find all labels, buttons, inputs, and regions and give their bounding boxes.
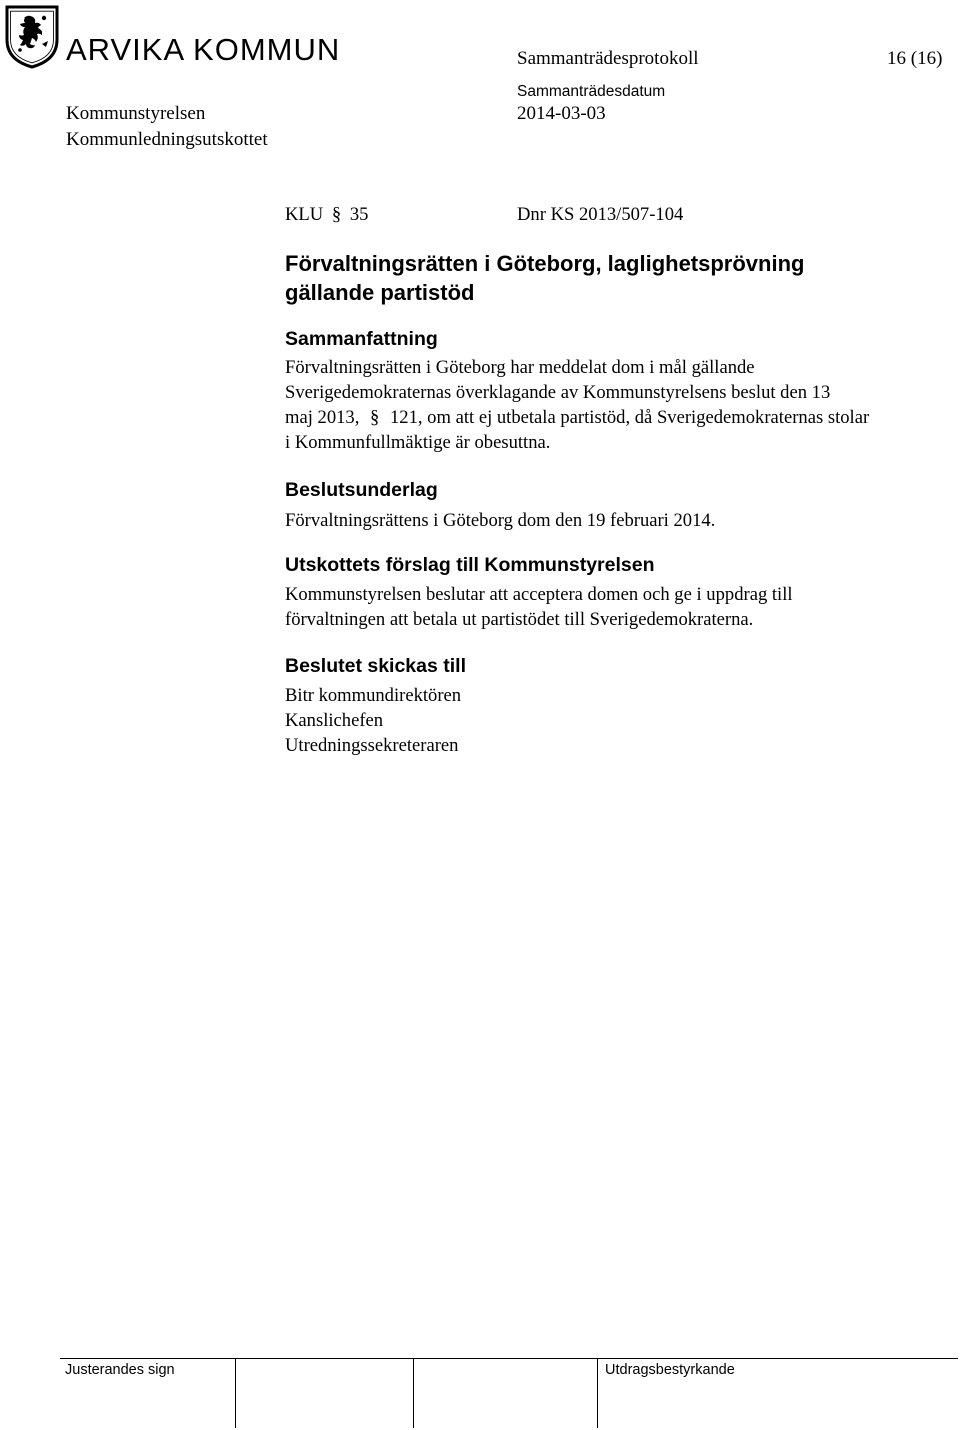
meeting-date: 2014-03-03	[517, 103, 606, 124]
section-sign: §	[370, 407, 380, 428]
committee-name: Kommunledningsutskottet	[66, 129, 268, 150]
recipient-item: Utredningssekreteraren	[285, 735, 459, 756]
footer-column-divider	[413, 1358, 414, 1428]
summary-section	[285, 327, 869, 455]
footer-column-divider	[235, 1358, 236, 1428]
item-title-line-1: Förvaltningsrätten i Göteborg, laglighetsprövning	[285, 251, 805, 276]
item-number-prefix: KLU	[285, 204, 324, 225]
page-number: 16 (16)	[887, 48, 943, 69]
proposal-line-2: förvaltningen att betala ut partistödet till Sverigedemokraterna.	[285, 609, 754, 630]
recipient-item: Bitr kommundirektören	[285, 685, 462, 706]
recipients-heading: Beslutet skickas till	[285, 655, 467, 677]
basis-heading: Beslutsunderlag	[285, 479, 438, 501]
item-number	[285, 205, 368, 225]
summary-heading: Sammanfattning	[285, 328, 438, 350]
org-name-logo-text: ARVIKA KOMMUN	[66, 32, 341, 67]
summary-line-2: Sverigedemokraternas överklagande av Kommunstyrelsens beslut den 13	[285, 382, 831, 403]
item-title	[285, 249, 804, 307]
summary-line-1: Förvaltningsrätten i Göteborg har meddelat dom i mål gällande	[285, 357, 755, 378]
summary-line-3	[285, 405, 869, 430]
certification-label: Utdragsbestyrkande	[605, 1362, 735, 1378]
body-name: Kommunstyrelsen	[66, 103, 206, 124]
summary-line-3-start: maj 2013,	[285, 407, 360, 428]
meeting-date-label: Sammanträdesdatum	[517, 83, 666, 100]
basis-line-1: Förvaltningsrättens i Göteborg dom den 19 februari 2014.	[285, 510, 716, 531]
footer-divider	[60, 1358, 958, 1359]
document-type: Sammanträdesprotokoll	[517, 48, 699, 69]
footer-column-divider	[597, 1358, 598, 1428]
proposal-section	[285, 553, 793, 632]
summary-line-3-end: 121, om att ej utbetala partistöd, då Sverigedemokraternas stolar	[389, 407, 870, 428]
proposal-line-1: Kommunstyrelsen beslutar att acceptera domen och ge i uppdrag till	[285, 584, 793, 605]
recipient-item: Kanslichefen	[285, 710, 384, 731]
basis-section	[285, 478, 715, 533]
summary-line-4: i Kommunfullmäktige är obesuttna.	[285, 432, 551, 453]
registration-number: Dnr KS 2013/507-104	[517, 204, 684, 225]
arvika-coat-of-arms-logo	[4, 4, 60, 70]
signature-label: Justerandes sign	[65, 1362, 175, 1378]
recipients-section	[285, 654, 466, 758]
item-number-value: 35	[349, 204, 369, 225]
item-title-line-2: gällande partistöd	[285, 280, 475, 305]
proposal-heading: Utskottets förslag till Kommunstyrelsen	[285, 554, 655, 576]
section-sign: §	[331, 204, 342, 225]
